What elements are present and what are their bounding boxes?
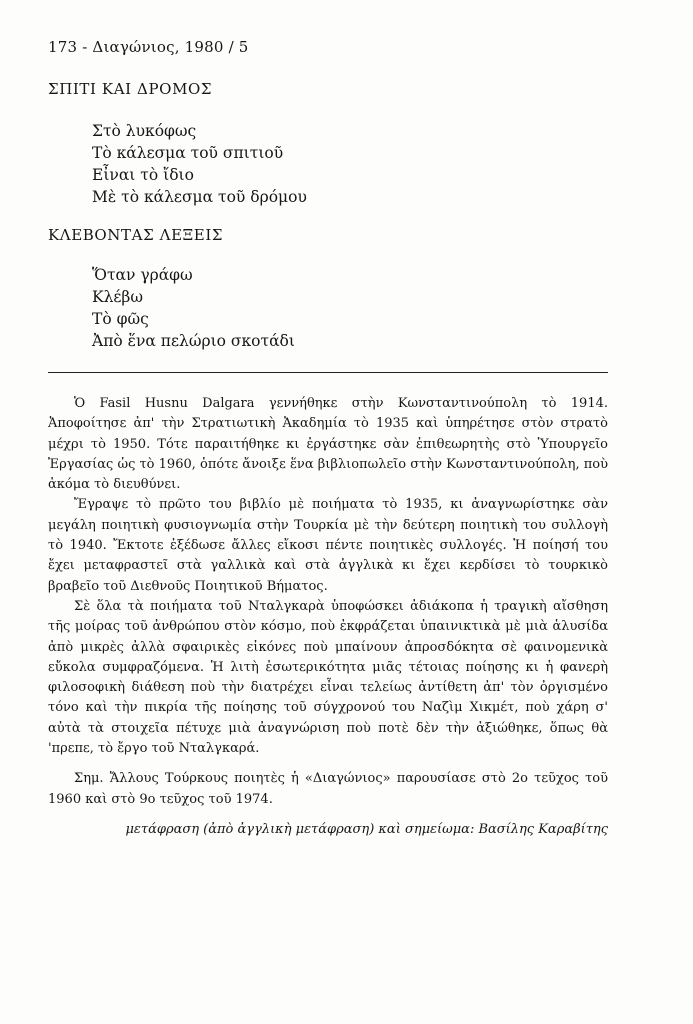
poem-klevontas-lexeis bbox=[92, 264, 295, 352]
section-divider bbox=[48, 372, 608, 373]
biography-paragraph: Ἔγραψε τὸ πρῶτο του βιβλίο μὲ ποιήματα τὸ 1935, κι ἀναγνωρίστηκε σὰν μεγάλη ποιητικὴ φυσιογνωμία στὴν Τουρκία μὲ τὴν δεύτερη ποιητικὴ του συλλογὴ τὸ 1940. Ἔκτοτε ἐξέδωσε ἄλλες εἴκοσι πέντε ποιητικὲς συλλογές. Ἡ ποίησή του ἔχει μεταφραστεῖ στὰ γαλλικὰ καὶ στὰ ἀγγλικὰ κι ἔχει κερδίσει τὸ τουρκικὸ βραβεῖο τοῦ Διεθνοῦς Ποιητικοῦ Βήματος. bbox=[48, 497, 608, 594]
poem-line: Τὸ φῶς bbox=[92, 310, 149, 328]
poem-line: Ἀπὸ ἕνα πελώριο σκοτάδι bbox=[92, 332, 295, 350]
poem-line: Μὲ τὸ κάλεσμα τοῦ δρόμου bbox=[92, 188, 307, 206]
poem-title-spiti-kai-dromos: ΣΠΙΤΙ ΚΑΙ ΔΡΟΜΟΣ bbox=[48, 80, 213, 98]
poem-title-klevontas-lexeis: ΚΛΕΒΟΝΤΑΣ ΛΕΞΕΙΣ bbox=[48, 226, 224, 244]
poem-line: Εἶναι τὸ ἴδιο bbox=[92, 166, 194, 184]
translation-credit: μετάφραση (ἀπὸ ἀγγλικὴ μετάφραση) καὶ σημείωμα: Βασίλης Καραβίτης bbox=[125, 821, 608, 837]
biography-paragraph: Σὲ ὅλα τὰ ποιήματα τοῦ Νταλγκαρὰ ὑποφώσκει ἀδιάκοπα ἡ τραγικὴ αἴσθηση τῆς μοίρας τοῦ ἀνθρώπου στὸν κόσμο, ποὺ ἐκφράζεται ὑπαινικτικὰ μὲ μιὰ ἁλυσίδα ἀπὸ μικρὲς ἀλλὰ σφαιρικὲς εἰκόνες ποὺ μπαίνουν ἀπροσδόκητα σὲ φαινομενικὰ εὔκολα συμφραζόμενα. Ἡ λιτὴ ἐσωτερικότητα μιᾶς τέτοιας ποίησης κι ἡ φανερὴ φιλοσοφικὴ διάθεση ποὺ τὴν διατρέχει εἶναι τελείως ἀντίθετη ἀπ' τὸν ὀργισμένο τόνο καὶ τὴν πικρία τῆς ποίησης τοῦ σύγχρονού του Ναζὶμ Χικμέτ, ποὺ χάρη σ' αὐτὰ τὰ στοιχεῖα πέτυχε μιὰ ἀναγνώριση ποὺ ποτὲ δὲν τὴν ἀξιώθηκε, ὅπως θὰ 'πρεπε, τὸ ἔργο τοῦ Νταλγκαρά. bbox=[48, 598, 608, 757]
poem-line: Κλέβω bbox=[92, 288, 144, 306]
poem-line: Στὸ λυκόφως bbox=[92, 122, 197, 140]
editor-note: Σημ. Ἄλλους Τούρκους ποιητὲς ἡ «Διαγώνιος» παρουσίασε στὸ 2ο τεῦχος τοῦ 1960 καὶ στὸ 9ο τεῦχος τοῦ 1974. bbox=[48, 771, 608, 807]
poem-line: Τὸ κάλεσμα τοῦ σπιτιοῦ bbox=[92, 144, 284, 162]
poem-line: Ὅταν γράφω bbox=[92, 266, 193, 284]
page-header: 173 - Διαγώνιος, 1980 / 5 bbox=[48, 38, 249, 56]
author-biography bbox=[48, 394, 608, 840]
poem-spiti-kai-dromos bbox=[92, 120, 307, 208]
biography-paragraph: Ὁ Fasil Husnu Dalgara γεννήθηκε στὴν Κωνσταντινούπολη τὸ 1914. Ἀποφοίτησε ἀπ' τὴν Στρατιωτικὴ Ἀκαδημία τὸ 1935 καὶ ὑπηρέτησε στὸν στρατὸ μέχρι τὸ 1950. Τότε παραιτήθηκε κι ἐργάστηκε σὰν ἐπιθεωρητὴς στὸ Ὑπουργεῖο Ἐργασίας ὡς τὸ 1960, ὁπότε ἄνοιξε ἕνα βιβλιοπωλεῖο στὴν Κωνσταντινούπολη, ποὺ ἀκόμα τὸ διευθύνει. bbox=[48, 396, 608, 493]
